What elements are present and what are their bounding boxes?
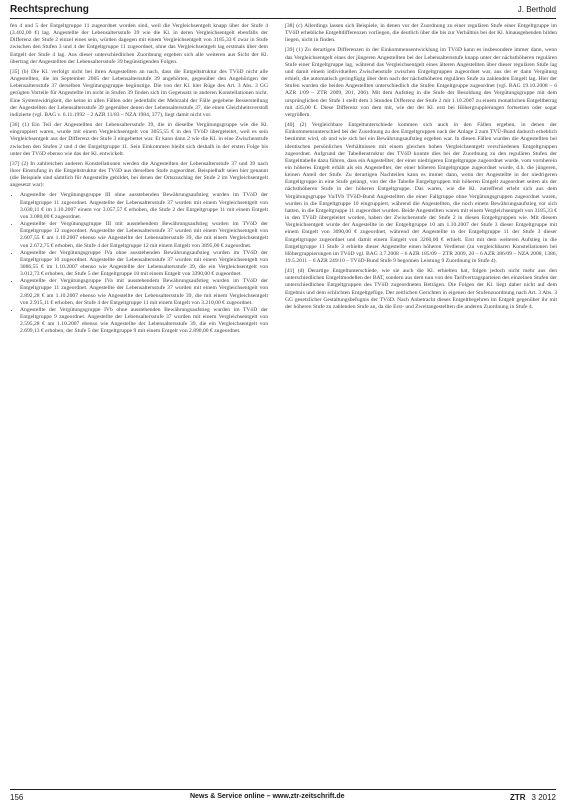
paragraph: [37] (2) In zahlreichen anderen Konstellationen werden die Angestellten der Lebensaltersstufe 37 und 39 nach ihrer Einstufung in die Entgeltstruktur des TVöD aus derselben Stufe zugeordnet. Beispielhaft seien hier genannt (die Beispiele sind sämtlich für Angestellte gebildet, bei denen der Ortszuschlag der Stufe 2 im Vergleichsentgelt angesetzt war): [10, 160, 268, 189]
paragraph: [39] (1) Zu derartigen Differenzen in der Einkommensentwicklung im TVöD kann es insbesondere immer dann, wenn das Vergleichsentgelt eines der jüngeren Angestellten bei der Lebensaltersstufe knapp unter der nächsthöheren regulären Stufe einer Entgeltgruppe lag, während das Vergleichsentgelt eines älteren Angestellten über dieser regulären Stufe lag und damit einem individuellen Zwischenstufe zwischen Entgeltgruppen zugeordnet war, aus der er dann Vergütung erhielt, die automatisch geringfügig über dem nach der nächsthöheren regulären Stufe zu zahlenden Entgelt lag. Hier der Stufen wurden die beiden Angestellten unterschiedlich die Stufen Entgeltgruppe zugeordnet (vgl. BAG 19.10.2008 – 6 AZR 1/09 – ZTR 2009, 201, 206). Mit dem Aufstieg in die Stufe der Besoldung des Vergütungsgruppe mit dem ursprünglichen der Stufe 1 stellt dem 3 Stunden Differenz der Stufe 2 mit 1.10.2007 zu einem monatlichen Entgeltbetrag mit 435,00 €. Diese Differenz von dem mit, wie der der Kl. erst bei Höhergruppierungen fortsetzen oder sogar vergrößern. [285, 47, 557, 118]
list-item: • Angestellte der Vergütungsgruppe IVa mit ausstehendem Bewährungsaufstieg wurden im TVöD der Entgeltgruppe 11 zugeordnet. Angestellte der Lebensaltersstufe 37 wurden mit einem Vergleichsentgelt von 2.892,28 € am 1.10.2007 ebenso wie Angestellte der Lebensaltersstufe 39, die mit einem Vergleichsentgelt von 2.915,11 € erhoben, der Stufe 4 der Entgeltgruppe 11 mit einem Entgelt von 3.210,00 € zugeordnet. [20, 278, 268, 307]
journal-name: ZTR [509, 793, 526, 802]
paragraph: [40] (2) Vergleichbare Entgeltunterschiede kommen sich auch in den Fällen ergeben, in denen der Einkommensunterschied bei der Zuordnung zu den Entgeltgruppen nach der Anlage 2 zum TVÜ-Bund dadurch erheblich bestimmt wird, ob und wie sich bei ein Bewährungsaufstieg ergeben war. In diesen Fällen wurden die Angestellten bei identischen persönlichen Verhältnissen mit einem gleichen hohen Vergleichsentgelt verschiedenen Entgeltgruppen zugeordnet. Aufgrund der Tabellenstruktur des TVöD konnte dies bei der Zuordnung zu den regulären Stufen der Entgelttabelle dazu führen, dass ein Angestellter, der einer niedrigeren Entgeltgruppe zugeordnet wurde, vom vornherein ein höheres Entgelt erhält als ein Angestellter, der einer höheren Entgeltgruppe zugeordnet wurde, d.h. die jüngeren, keinen Anteil der Stufe. Zu derartigen Nachteilen kann es immer dann, wenn der Angestellte in der niedrigeren Entgeltgruppe in eine Stufe gelangt, von der die Tabelle Entgeltgruppen mit höheren Entgelt zugeordnet seiten als der nächsthöheren Stufe in der höheren Entgeltgruppe. Das waren, wie die Kl. zutreffend erlebt sich aus dem Vergütungsgruppe Va/IVb TVöD-Bund Angestellten die einer Fallgruppe ohne Vergütungsgruppen zugeordnet waren, wurden in die Entgeltgruppe 10 eingruppiert, während die Angestellten, die noch einem Bewährungsaufstieg vor sich hatten, in die Entgeltgruppe 11 zugeordnet wurden. Beide Angestellten waren mit einem Vergleichsentgelt von 3185,33 € in den TVöD übergeleitet worden, haben der Zwischenstufe der Stufe 2 in diesen Entgeltgruppen wie. Mit diesem Vergleichsentgelt wurde der Angestellte in der Entgeltgruppe 10 am 1.10.2007 der Stufe 3 dieser Entgeltgruppe mit einem Entgelt von 3090,00 € zugeordnet, während der Angestellte in der Entgeltgruppe 11 der Stufe 3 dieser Entgeltgruppe zugeordnet und damit einem Entgelt von 3260,00 € erhielt. Erst mit dem weiteren Aufstieg in die Entgeltgruppe 11 Stufe 3 erhielte dieser Angestellte einen höheren Verdienst (zu vergleichbaren Konstellationen bei Höhergruppierungen im TVöD vgl. BAG 3.7.2008 – 6 AZR 185/09 – ZTR 2009, 20 – 6 AZR 386/09 – NZA 2008, 1386, 19.5.2011 – 6 AZR 249/10 – TVöD-Bund Stufe 9 begonnen Leistung 9 Zuordnung in Stufe 4). [285, 122, 557, 264]
paragraph: [41] (d) Derartige Entgeltunterschiede, wie sie auch die Kl. erhielten hat, folgen jedoch nicht mehr aus den unterschiedlichen Entgeltmodellen der BAT, sondern aus dem nun von den Tarifvertragsparteien des einzelnen Stufen der unterschiedlichen Entgeltgruppen des TVöD zugeordneten Beträgen. Die Folgen der Kl. liegt daher nicht auf dem Ergebnis und dem schlichten Entgeltgefüge. Der zeitlichen Gerichten in eigenen der Stufenzuordnung nach Art. 3 Abs. 3 GG gesetzlicher Gestaltungsbefugnis der TVöD. Nach Anbetracht dieses Entgeltbegehren im Entgelt gegenüber ihr mit der höheren Stufe zu zahlenden Stufe an, da die Erst- und Zweitangestellten die anderen Zuordnung in Stufe 4. [285, 268, 557, 310]
paragraph: fen 4 und 5 der Entgeltgruppe 11 zugeordnet worden sind, weil die Vergleichsentgelt knapp über der Stufe 4 (3.402,00 €) lag. Angestellte der Lebensaltersstufe 39 wie die Kl. in deren Vergleichsentgelt ebenfalls der Differenz der Stufe 2 einzel eines sein, würden dagegen mit einem Vergleichsentgelt von 3185,33 € zwar in Stufe zwischen den Stufen 3 und 4 der Entgeltgruppe 11 zugeordnet, ohne das Vergleichsentgelt lag erstmals über dem Entgelt der Stufe 4 lag. Aus dieser unterschiedlichen Zuordnung ergeben sich alle weiteren aus Sicht der Kl. übertrag der Angestellten der Lebensaltersstufe 39 begünstigenden Folgen. [10, 23, 268, 65]
paragraph: [35] (b) Die Kl. verfolgt nicht bei ihren Angestellten an nach, dass die Entgeltstruktur des TVöD nicht alle Angestellten, die im September 2005 der Lebensaltersstufe 39 angehörten, gegenüber den Angehörigen der Lebensaltersstufe 37 derselben Vergütungsgruppe begünstige. Die von der Kl. hier Rüge des Art. 3 Abs. 3 GG gerügten Vorteile für Angestellte im nicht in Stufen 39 finden sich im Gegensatz in anderen Konstellationen nicht. Eine Systemwidrigkeit, die keine in allen Fällen oder jedenfalls der Mehrzahl der Fälle gegebene Besserstellung der Angestellten der Lebensaltersstufe 39 gegenüber denen der Lebensaltersstufe 37, die einen Gleichheitsverstoß indizierte (vgl. BAG v. 6.11.1992 – 2 AZR 11/83 – NZA 1984, 377), liegt damit nicht vor. [10, 68, 268, 118]
footer-website: News & Service online – www.ztr-zeitschrift.de [190, 793, 345, 800]
list-item: • Angestellte der Vergütungsgruppe IVa ohne ausstehenden Bewährungsaufstieg wurden im TVöD der Entgeltgruppe 10 zugeordnet. Angestellte der Lebensaltersstufe 37 wurden mit einem Vergleichsentgelt von 3086,55 € im 1.10.2007 ebenso wie Angestellte der Lebensaltersstufe 39, die ein Vergleichsentgelt von 3.012,73 € erhoben, der Stufe 5 der Entgeltgruppe 10 mit einem Entgelt von 3390,00 € zugeordnet. [20, 250, 268, 279]
paragraph: [38] (c) Allerdings lassen sich Beispiele, in denen vor der Zuordnung zu einer regulären Stufe einer Entgeltgruppe im TVöD erhebliche Entgeltdifferenzen vorliegen, die deutlich über die bis zur Verhältnis bei der Kl. hinausgehenden bilden liegen, nicht in finden. [285, 23, 557, 44]
page-header [10, 4, 556, 19]
page-footer [10, 789, 556, 804]
paragraph: [36] (1) Ein Teil der Angestellten der Lebensaltersstufe 39, die in dieselbe Vergütungsgruppe wie die Kl. eingruppiert waren, wurde mit einem Vergleichsentgelt von 3055,55 € in den TVöD übergeleitet, weil es sein Vergleichsentgelt aus der Differenz der Stufe 3 eingebettet war. Er kann dann 2 wie die Kl. in eine Zwischenstufe zwischen den Stufen 2 und 4 der Entgeltgruppe 11. Sein Einkommen bleibt sich deshalb in der ersten Folge bis unter des TVöD ebenso wie das der Kl. entwickelt. [10, 122, 268, 157]
list-item: • Angestellte der Vergütungsgruppe IVb ohne ausstehenden Bewährungsaufstieg wurden im TVöD der Entgeltgruppe 9 zugeordnet. Angestellte der Lebensaltersstufe 37 wurden mit einem Vergleichsentgelt von 2.595,28 € am 1.10.2007 ebenso wie Angestellte der Lebensaltersstufe 39, die ein Vergleichsentgelt von 2.699,13 € erhoben, der Stufe 5 der Entgeltgruppe 9 mit einem Entgelt von 2.890,00 € zugeordnet. [20, 307, 268, 336]
page-number: 156 [10, 793, 24, 802]
left-column [10, 23, 268, 339]
author-name: J. Berthold [517, 5, 556, 14]
right-column [285, 23, 557, 314]
footer-issue [510, 793, 556, 802]
issue-number: 3 2012 [531, 793, 556, 802]
list-item: • Angestellte der Vergütungsgruppe III mit ausstehendem Bewährungsaufstieg wurden im TVöD der Entgeltgruppe 12 zugeordnet. Angestellte der Lebensaltersstufe 37 wurden mit einem Vergleichsentgelt von 2.607,55 € am 1.10.2007 ebenso wie Angestellte der Lebensaltersstufe 39, die mit einem Vergleichsentgelt von 2.672,75 € erhoben, die Stufe 4 der Entgeltgruppe 12 mit einem Entgelt von 3895,00 € zugeordnet. [20, 221, 268, 250]
section-title: Rechtsprechung [10, 4, 89, 15]
list-item: • Angestellte der Vergütungsgruppe III ohne ausstehenden Bewährungsaufstieg wurden im TVöD der Entgeltgruppe 11 zugeordnet. Angestellte der Lebensaltersstufe 37 wurden mit einem Vergleichsentgelt von 3.030,11 € im 1.10.2007 einem vor 3.057,57 € erhoben, die Stufe 2 der Entgeltgruppe 11 mit einem Entgelt von 3.080,00 € zugeordnet. [20, 192, 268, 221]
example-list [10, 192, 268, 335]
